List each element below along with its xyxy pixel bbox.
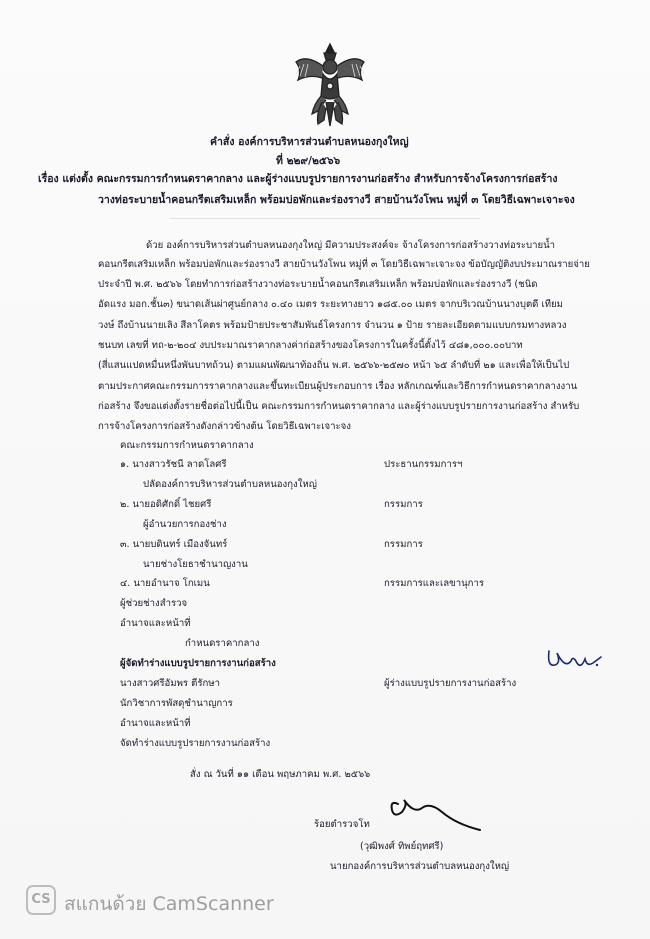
member-name: ๑. นางสาวรัชนี ลาดโลศรี — [120, 459, 227, 470]
garuda-emblem-icon — [292, 40, 368, 128]
designer-signature-icon — [545, 643, 605, 675]
member-role: กรรมการและเลขานุการ — [384, 578, 485, 589]
member-position: ผู้ช่วยช่างสำรวจ — [120, 598, 188, 609]
order-title: คำสั่ง องค์การบริหารส่วนตำบลหนองกุงใหญ่ — [210, 136, 409, 148]
camscanner-logo-icon: CS — [26, 885, 56, 915]
member-role: ประธานกรรมการฯ — [384, 459, 463, 470]
member-role: กรรมการ — [384, 499, 423, 510]
body-line: (สี่แสนแปดหมื่นหนึ่งพันบาทถ้วน) ตามแผนพัฒนาท้องถิ่น พ.ศ. ๒๕๖๖-๒๕๗๐ หน้า ๖๕ ลำดับที่ ๒๑ และเพื่อให้เป็นไป — [98, 360, 570, 371]
member-name: ๓. นายบดินทร์ เมืองจันทร์ — [120, 539, 228, 550]
camscanner-watermark: สแกนด้วย CamScanner — [64, 893, 274, 915]
body-line: อัดแรง มอก.ชั้น๓) ขนาดเส้นผ่าศูนย์กลาง ๐.๔๐ เมตร ระยะทางยาว ๑๘๕.๐๐ เมตร จากบริเวณบ้านนางบุตดี เทียม — [98, 299, 564, 310]
body-line: ก่อสร้าง จึงขอแต่งตั้งรายชื่อต่อไปนี้เป็น คณะกรรมการกำหนดราคากลาง และผู้ร่างแบบรูปรายการงานก่อสร้าง สำหรับ — [98, 401, 580, 412]
member-position: ปลัดองค์การบริหารส่วนตำบลหนองกุงใหญ่ — [143, 479, 317, 490]
body-line: ประจำปี พ.ศ. ๒๕๖๖ โดยทำการก่อสร้างวางท่อระบายน้ำคอนกรีตเสริมเหล็ก พร้อมบ่อพักและร่องรางวี (ชนิด — [98, 279, 538, 290]
signer-rank: ร้อยตำรวจโท — [314, 819, 370, 830]
subject-line-1: เรื่อง แต่งตั้ง คณะกรรมการกำหนดราคากลาง และผู้ร่างแบบรูปรายการงานก่อสร้าง สำหรับการจ้างโครงการก่อสร้าง — [38, 173, 558, 185]
designer-role: ผู้ร่างแบบรูปรายการงานก่อสร้าง — [384, 678, 517, 689]
member-position: นายช่างโยธาชำนาญงาน — [143, 559, 248, 570]
member-name: ๒. นายอดิศักดิ์ ไชยศรี — [120, 499, 212, 510]
committee-heading: คณะกรรมการกำหนดราคากลาง — [120, 440, 254, 451]
mayor-signature-icon — [384, 790, 484, 835]
member-role: กรรมการ — [384, 539, 423, 550]
body-line: คอนกรีตเสริมเหล็ก พร้อมบ่อพักและร่องรางวี สายบ้านวังโพน หมู่ที่ ๓ โดยวิธีเฉพาะเจาะจง ข้อบัญญัติงบประมาณรายจ่าย — [98, 259, 590, 270]
member-position: ผู้อำนวยการกองช่าง — [143, 519, 227, 530]
body-line: ด้วย องค์การบริหารส่วนตำบลหนองกุงใหญ่ มีความประสงค์จะ จ้างโครงการก่อสร้างวางท่อระบายน้ำ — [146, 240, 556, 251]
order-number: ที่ ๒๒๙/๒๕๖๖ — [276, 155, 341, 167]
designer-name: นางสาวศรีอัมพร ตีรักษา — [120, 678, 221, 689]
signer-title: นายกองค์การบริหารส่วนตำบลหนองกุงใหญ่ — [330, 861, 510, 872]
subject-line-2: วางท่อระบายน้ำคอนกรีตเสริมเหล็ก พร้อมบ่อพักและร่องรางวี สายบ้านวังโพน หมู่ที่ ๓ โดยวิธีเฉพาะเจาะจง — [98, 194, 575, 206]
header-divider — [170, 218, 480, 219]
body-line: ชนบท เลขที่ ทถ-๒-๒๐๔ งบประมาณราคากลางค่าก่อสร้างของโครงการในครั้งนี้ตั้งไว้ ๔๘๑,๐๐๐.๐๐บาท — [98, 340, 523, 351]
designer-heading: ผู้จัดทำร่างแบบรูปรายการงานก่อสร้าง — [120, 658, 276, 669]
designer-duty-text: จัดทำร่างแบบรูปรายการงานก่อสร้าง — [120, 738, 271, 749]
body-line: วงษ์ ถึงบ้านนายเลิง สีลาโคตร พร้อมป้ายประชาสัมพันธ์โครงการ จำนวน ๑ ป้าย รายละเอียดตามแบบกรมทางหลวง — [98, 320, 567, 331]
member-name: ๔. นายอำนาจ โกเมน — [120, 578, 210, 589]
designer-position: นักวิชาการพัสดุชำนาญการ — [120, 698, 233, 709]
committee-duty-heading: อำนาจและหน้าที่ — [120, 618, 191, 629]
order-date: สั่ง ณ วันที่ ๑๑ เดือน พฤษภาคม พ.ศ. ๒๕๖๖ — [190, 769, 371, 780]
body-line: การจ้างโครงการก่อสร้างดังกล่าวข้างต้น โดยวิธีเฉพาะเจาะจง — [98, 421, 351, 432]
designer-duty-heading: อำนาจและหน้าที่ — [120, 718, 191, 729]
body-line: ตามประกาศคณะกรรมการราคากลางและขึ้นทะเบียนผู้ประกอบการ เรื่อง หลักเกณฑ์และวิธีการกำหนดราคากลางงาน — [98, 381, 578, 392]
signer-name: (วุฒิพงศ์ ทิพย์ฤทศรี) — [360, 841, 444, 852]
committee-duty-text: กำหนดราคากลาง — [185, 638, 260, 649]
